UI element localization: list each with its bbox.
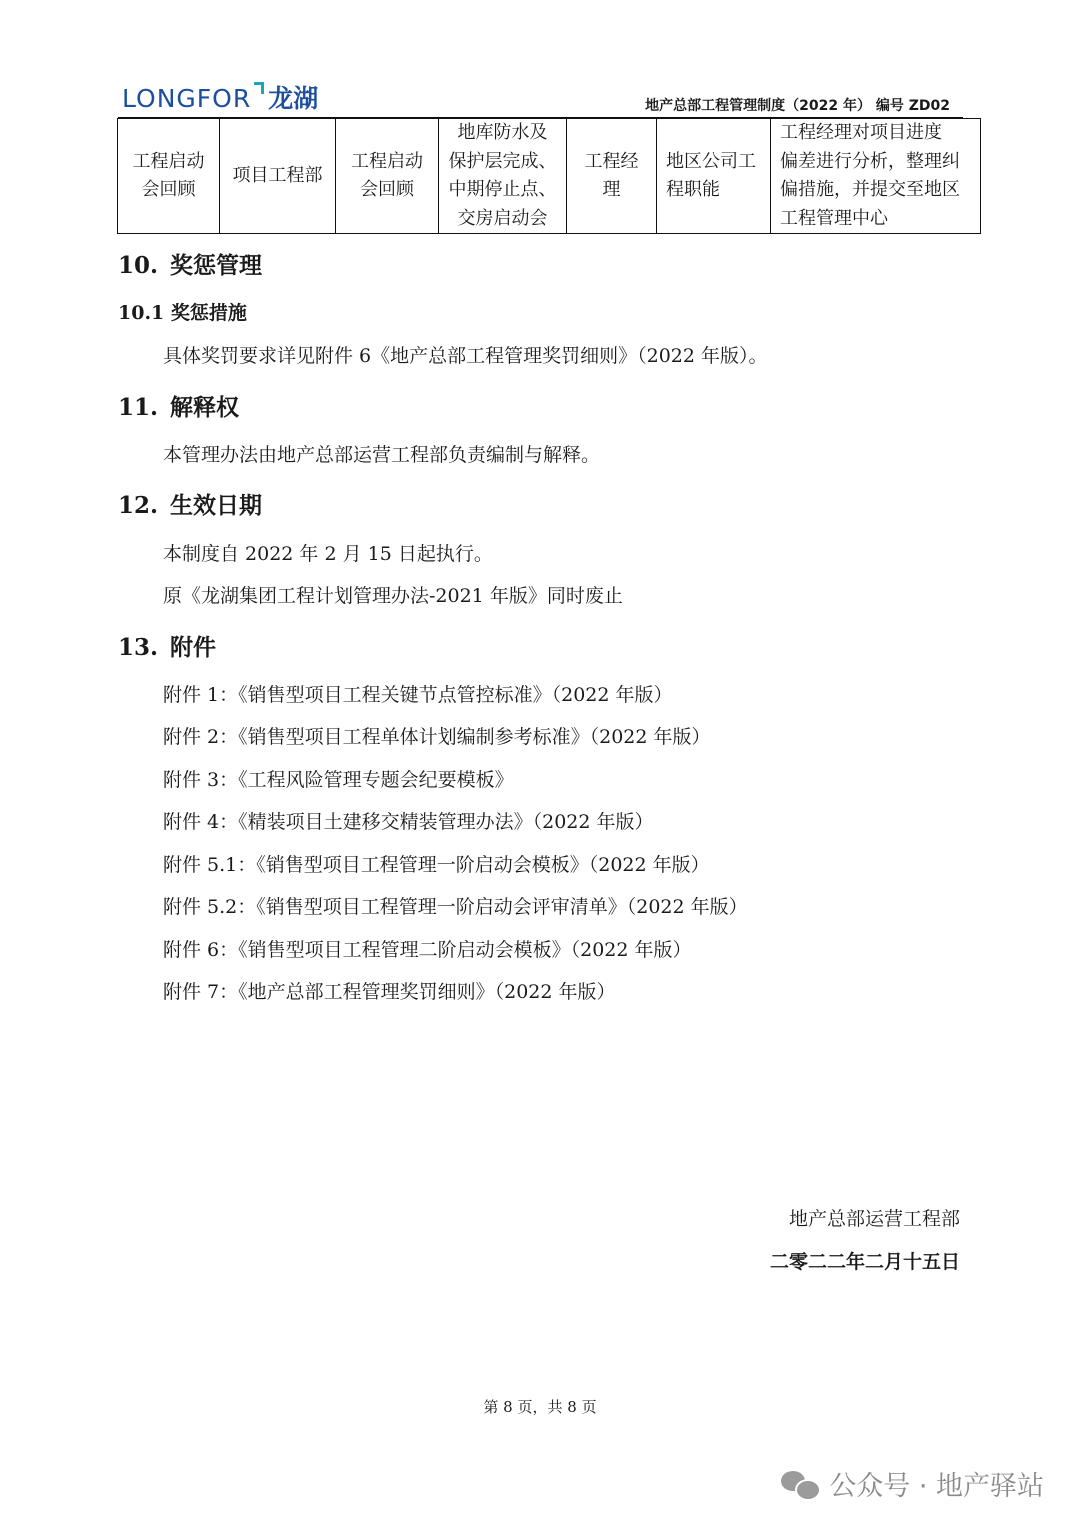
- doc-title: 地产总部工程管理制度（2022 年） 编号 ZD02: [645, 98, 950, 114]
- paragraph: 原《龙湖集团工程计划管理办法-2021 年版》同时废止: [163, 585, 623, 607]
- logo-text-en: LONGFOR: [122, 84, 252, 113]
- table-cell: 工程启动 会回顾: [336, 119, 439, 234]
- section-heading-10: 10. 奖惩管理: [118, 252, 262, 279]
- paragraph: 本制度自 2022 年 2 月 15 日起执行。: [163, 543, 493, 565]
- table-cell: 地区公司工 程职能: [657, 119, 771, 234]
- table-cell: 工程经理对项目进度 偏差进行分析，整理纠 偏措施，并提交至地区 工程管理中心: [771, 119, 981, 234]
- logo-mark-icon: [254, 82, 264, 94]
- table-cell: 工程启动 会回顾: [118, 119, 220, 234]
- table-cell: 工程经 理: [567, 119, 657, 234]
- list-item: 附件 5.2：《销售型项目工程管理一阶启动会评审清单》（2022 年版）: [163, 896, 748, 918]
- table-cell: 项目工程部: [220, 119, 336, 234]
- paragraph: 具体奖罚要求详见附件 6《地产总部工程管理奖罚细则》（2022 年版）。: [163, 345, 768, 367]
- signature-dept: 地产总部运营工程部: [788, 1208, 960, 1230]
- section-heading-12: 12. 生效日期: [118, 492, 262, 519]
- longfor-logo: [122, 78, 318, 114]
- flow-table: [117, 118, 981, 234]
- section-heading-13: 13. 附件: [118, 634, 216, 661]
- table-row: [118, 119, 981, 234]
- subsection-heading-10-1: 10.1 奖惩措施: [118, 302, 247, 324]
- watermark-text: 公众号 · 地产驿站: [829, 1471, 1044, 1502]
- watermark: [781, 1464, 1044, 1503]
- page-number: 第 8 页，共 8 页: [483, 1398, 597, 1416]
- list-item: 附件 4：《精装项目土建移交精装管理办法》（2022 年版）: [163, 811, 654, 833]
- wechat-icon: [781, 1469, 819, 1499]
- list-item: 附件 7：《地产总部工程管理奖罚细则》（2022 年版）: [163, 981, 616, 1003]
- section-heading-11: 11. 解释权: [118, 394, 239, 421]
- list-item: 附件 3：《工程风险管理专题会纪要模板》: [163, 769, 514, 791]
- list-item: 附件 1：《销售型项目工程关键节点管控标准》（2022 年版）: [163, 684, 673, 706]
- list-item: 附件 5.1：《销售型项目工程管理一阶启动会模板》（2022 年版）: [163, 854, 710, 876]
- paragraph: 本管理办法由地产总部运营工程部负责编制与解释。: [163, 444, 601, 466]
- list-item: 附件 6：《销售型项目工程管理二阶启动会模板》（2022 年版）: [163, 939, 692, 961]
- signature-date: 二零二二年二月十五日: [769, 1251, 960, 1273]
- logo-text-cn: 龙湖: [268, 84, 319, 113]
- table-cell: 地库防水及 保护层完成、 中期停止点、 交房启动会: [439, 119, 567, 234]
- list-item: 附件 2：《销售型项目工程单体计划编制参考标准》（2022 年版）: [163, 726, 711, 748]
